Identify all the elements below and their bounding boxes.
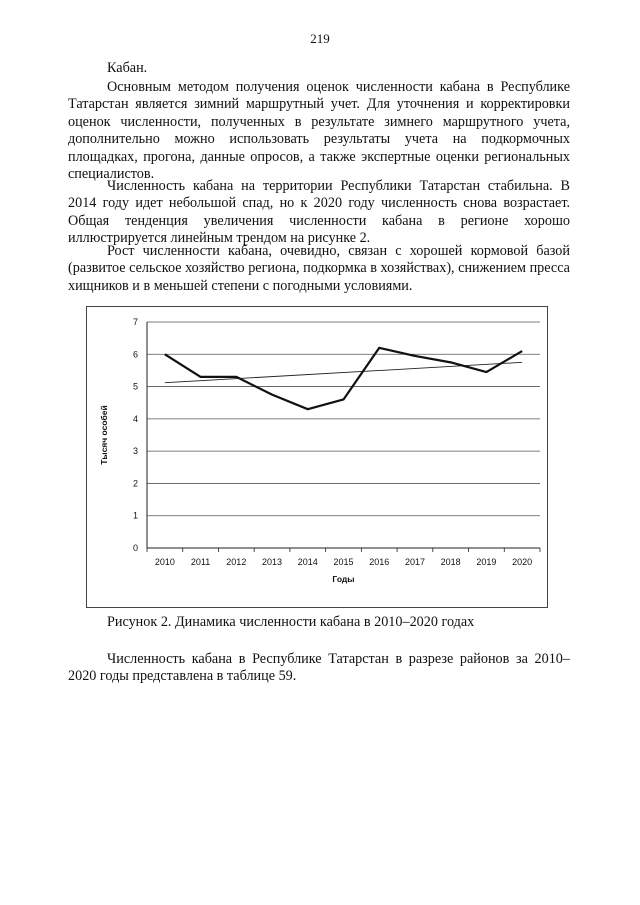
y-tick-label: 4 <box>132 413 138 424</box>
x-tick-label: 2014 <box>297 557 318 567</box>
x-tick-label: 2018 <box>440 557 461 567</box>
x-tick-label: 2012 <box>226 557 247 567</box>
x-tick-label: 2016 <box>369 557 390 567</box>
y-tick-label: 0 <box>132 543 138 553</box>
line-chart <box>87 307 547 607</box>
paragraph-2: Численность кабана на территории Республики Татарстан стабильна. В 2014 году идет небольшой спад, но к 2020 году численность снова возрастает. Общая тенденция увеличения численности кабана в регионе хорошо иллюстрируется линейным трендом на рисунке 2. <box>68 178 570 247</box>
y-tick-label: 6 <box>132 349 138 360</box>
y-tick-label: 1 <box>132 510 138 521</box>
paragraph-1: Основным методом получения оценок численности кабана в Республике Татарстан является зимний маршрутный учет. Для уточнения и корректировки оценок численности, полученных в результате зимнего маршрутного учета, дополнительно можно использовать результаты учета на подкормочных площадках, прогона, данные опросов, а также экспертные оценки региональных специалистов. <box>68 79 570 183</box>
y-tick-label: 7 <box>132 317 138 327</box>
closing-paragraph: Численность кабана в Республике Татарстан в разрезе районов за 2010–2020 годы представлена в таблице 59. <box>68 651 570 685</box>
x-axis-title: Годы <box>332 574 355 584</box>
section-heading: Кабан. <box>107 60 148 76</box>
x-tick-label: 2011 <box>190 557 211 567</box>
figure-caption: Рисунок 2. Динамика численности кабана в 2010–2020 годах <box>107 614 475 630</box>
y-tick-label: 2 <box>132 478 138 489</box>
y-axis-title: Тысяч особей <box>99 405 109 465</box>
series-line <box>165 348 522 409</box>
x-tick-label: 2019 <box>476 557 497 567</box>
paragraph-3: Рост численности кабана, очевидно, связан с хорошей кормовой базой (развитое сельское хозяйство региона, подкормка в хозяйствах), снижением пресса хищников и в меньшей степени с погодными условиями. <box>68 243 570 294</box>
page-number: 219 <box>310 31 330 46</box>
x-tick-label: 2015 <box>333 557 354 567</box>
chart-figure <box>86 306 548 608</box>
x-tick-label: 2020 <box>512 557 533 567</box>
trend-line <box>165 362 522 382</box>
x-tick-label: 2010 <box>154 557 175 567</box>
x-tick-label: 2013 <box>262 557 283 567</box>
x-tick-label: 2017 <box>404 557 425 567</box>
y-tick-label: 5 <box>132 381 138 392</box>
y-tick-label: 3 <box>132 446 138 457</box>
